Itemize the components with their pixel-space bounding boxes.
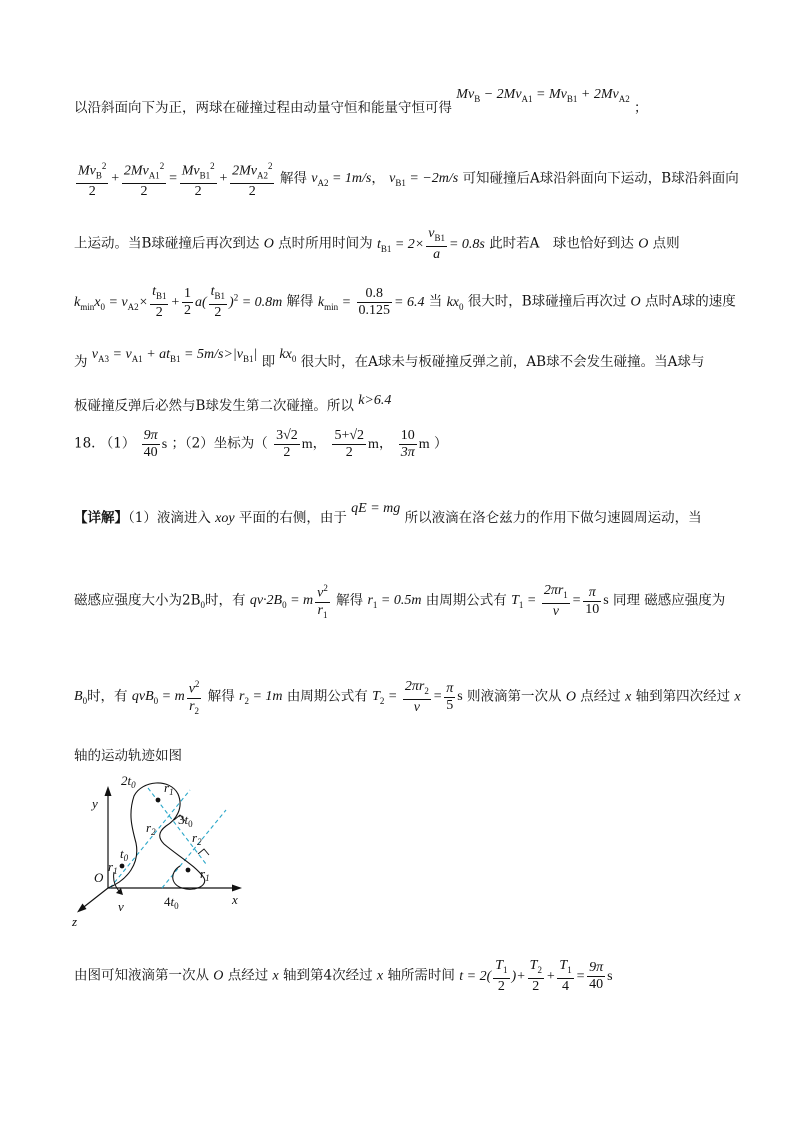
energy-equation: $\frac{Mv_B^2}{2}$ + $\frac{2Mv_{A1}^2}{2}$ = $\frac{Mv_{B1}^2}{2}$ + $\frac{2Mv_{A2}^2}{2}$: [74, 171, 280, 186]
label-x: x: [232, 892, 238, 907]
detail1-text3: 所以液滴在洛仑兹力的作用下做匀速圆周运动，当: [404, 510, 702, 526]
label-z: z: [72, 914, 78, 929]
label-v: v: [118, 899, 124, 914]
line3-text3: 此时若A 球也恰好到达: [489, 235, 634, 252]
point-o: O: [638, 236, 649, 252]
detail3-text3: 由周期公式有: [286, 688, 368, 705]
detail-line-4: [74, 744, 182, 764]
detail-line-3: [74, 676, 741, 718]
detail3-text6: 轴到第四次经过: [635, 688, 731, 705]
point-o: O: [565, 689, 576, 705]
detail2-text1b: 时，有: [205, 592, 246, 609]
answer-part1-label: （1）: [99, 435, 136, 452]
answer-sep: ；（2）坐标为（: [171, 435, 268, 452]
force-eq-2: qvB$_0$ = m $\frac{v^2}{r_2}$: [132, 689, 204, 704]
answer-18: [74, 428, 447, 461]
label-4t0: $4t_0$: [164, 894, 179, 911]
right-angle-mark: [198, 849, 209, 855]
center-point: [186, 868, 191, 873]
label-2t0: $2t_0$: [121, 773, 136, 790]
kx0: $kx_0$: [446, 294, 464, 312]
detail-line-5: [74, 958, 613, 995]
solution-line-2: [74, 158, 739, 200]
force-eq-1: $qv\cdot 2B_0 = m$ $\frac{v^2}{r_1}$: [250, 593, 332, 608]
line4-text1: 解得: [286, 293, 314, 310]
point-o: O: [263, 236, 274, 252]
coord-x: $\frac{3√2}{2}$ m: [276, 428, 313, 460]
y-axis-arrow: [105, 786, 112, 796]
qe-mg: qE = mg: [351, 501, 401, 516]
detail2-text3: 由周期公式有: [425, 592, 507, 609]
detail3-text4: 则液滴第一次从: [467, 688, 562, 705]
line5-text3: 很大时，在A球未与板碰撞反弹之前，AB球不会发生碰撞。当A球与: [300, 354, 705, 370]
line2-text1: 解得: [279, 170, 307, 187]
line1-text: 以沿斜面向下为正，两球在碰撞过程由动量守恒和能量守恒可得: [74, 100, 452, 116]
point-o: O: [213, 968, 224, 984]
momentum-equation: $Mv_B - 2Mv_{A1} = Mv_{B1} + 2Mv_{A2}$: [456, 87, 630, 104]
axis-x: x: [625, 689, 632, 705]
detail-label: 【详解】: [74, 510, 128, 526]
tb1-equation: $t_{B1} = 2\times$ $\frac{v_{B1}}{a}$ = 0.8s: [376, 226, 485, 262]
answer-part1: $\frac{9\pi}{40}$ s: [143, 428, 168, 460]
comma: ，: [378, 435, 393, 452]
solution-line-5: [74, 347, 705, 372]
label-r2-left: $r_2$: [146, 820, 156, 837]
detail2-text1: 磁感应强度大小为2B: [74, 592, 201, 609]
solution-line-1: [74, 87, 648, 118]
detail-line-1: [74, 501, 702, 527]
t2-equation: $T_2$ = $\frac{2\pi r_2}{v}$ = $\frac{\pi}{5}$ s: [372, 678, 463, 715]
axis-x: x: [376, 968, 384, 984]
line2-text3: 可知碰撞后A球沿斜面向下运动，B球沿斜面向: [462, 170, 739, 187]
detail5-text4: 轴所需时间: [387, 967, 455, 984]
plane-xoy: xoy: [215, 511, 235, 526]
b0: $B_0$: [74, 689, 88, 707]
vb1-value: $v_{B1} = -2m/s$: [389, 171, 459, 189]
axis-x: x: [734, 689, 741, 705]
detail5-text2: 点经过: [227, 967, 269, 984]
kmin-equation: $k_{min}x_0 = v_{A2}\times$ $\frac{t_{B1}}{2}$ + $\frac{1}{2}$ a( $\frac{t_{B1}}{2}$ )$^2$ = 0.8m: [74, 284, 283, 320]
line4-text2: 当: [428, 293, 443, 310]
solution-line-6: [74, 394, 391, 415]
x-axis-arrow: [232, 885, 242, 892]
detail1-text2: 平面的右侧，由于: [238, 510, 347, 526]
detail3-text1: 时，有: [87, 688, 128, 705]
line3-text1: 上运动。当B球碰撞后再次到达: [74, 235, 260, 252]
answer-close: ）: [433, 435, 448, 452]
line4-text3: 很大时，B球碰撞后再次过: [467, 293, 627, 310]
line3-text4: 点则: [652, 235, 680, 252]
point-o: O: [630, 294, 641, 310]
axis-x: x: [272, 968, 279, 984]
detail5-text3: 轴到第4次经过: [283, 967, 373, 984]
detail-line-2: [74, 580, 725, 622]
detail1-text1: （1）液滴进入: [128, 510, 211, 526]
dashed-line-left: [110, 790, 190, 888]
total-time-equation: t = 2( $\frac{T_1}{2}$ )+ $\frac{T_2}{2}$ + $\frac{T_1}{4}$ = $\frac{9\pi}{40}$ s: [459, 958, 613, 994]
kmin-value: $k_{min}$ = $\frac{0.8}{0.125}$ = 6.4: [317, 285, 425, 318]
line5-text1: 为: [74, 354, 88, 370]
detail3-text5: 点经过: [580, 688, 621, 705]
label-3t0: $3t_0$: [178, 812, 193, 829]
line6-text1: 板碰撞反弹后必然与B球发生第二次碰撞。所以: [74, 398, 354, 414]
label-y: y: [92, 796, 98, 811]
solution-line-4: [74, 284, 736, 321]
trajectory-diagram: [66, 768, 256, 933]
detail3-text2: 解得: [207, 688, 235, 705]
question-number: 18.: [74, 435, 96, 452]
line5-text2: 即: [261, 354, 276, 370]
detail5-text1: 由图可知液滴第一次从: [74, 967, 209, 984]
z-axis-arrow: [77, 904, 87, 913]
detail4-text: 轴的运动轨迹如图: [74, 748, 182, 764]
va3-equation: $v_{A3} = v_{A1} + at_{B1} = 5m/s>|v_{B1}|$: [91, 347, 258, 364]
label-t0: $t_0$: [120, 846, 129, 863]
line1-end: ；: [634, 100, 648, 116]
coord-y: $\frac{5+√2}{2}$ m: [334, 428, 379, 460]
label-r1-top: $r_1$: [164, 780, 174, 797]
kx0: $kx_0$: [279, 347, 297, 364]
r1-value: $r_1 = 0.5m$: [367, 593, 422, 611]
t1-equation: $T_1$ = $\frac{2\pi r_1}{v}$ = $\frac{\pi}{10}$ s: [511, 582, 609, 619]
line2-text2: ，: [371, 170, 385, 187]
detail2-text4: 同理 磁感应强度为: [612, 592, 726, 609]
label-r2-right: $r_2$: [192, 830, 202, 847]
solution-line-3: [74, 226, 680, 263]
k-result: k>6.4: [358, 393, 392, 408]
comma: ，: [312, 435, 327, 452]
label-o: O: [94, 870, 104, 885]
coord-z: $\frac{10}{3\pi}$ m: [400, 428, 430, 460]
r2-value: $r_2 = 1m$: [239, 689, 283, 707]
line4-text4: 点时A球的速度: [644, 293, 736, 310]
detail2-text2: 解得: [336, 592, 364, 609]
label-r1-left: $r_1$: [108, 859, 118, 876]
center-point: [156, 798, 161, 803]
center-point: [120, 864, 125, 869]
va2-value: $v_{A2} = 1m/s$: [311, 171, 372, 189]
label-r1-right: $r_1$: [200, 866, 210, 883]
line3-text2: 点时所用时间为: [278, 235, 373, 252]
subscript-0: 0: [200, 600, 206, 611]
